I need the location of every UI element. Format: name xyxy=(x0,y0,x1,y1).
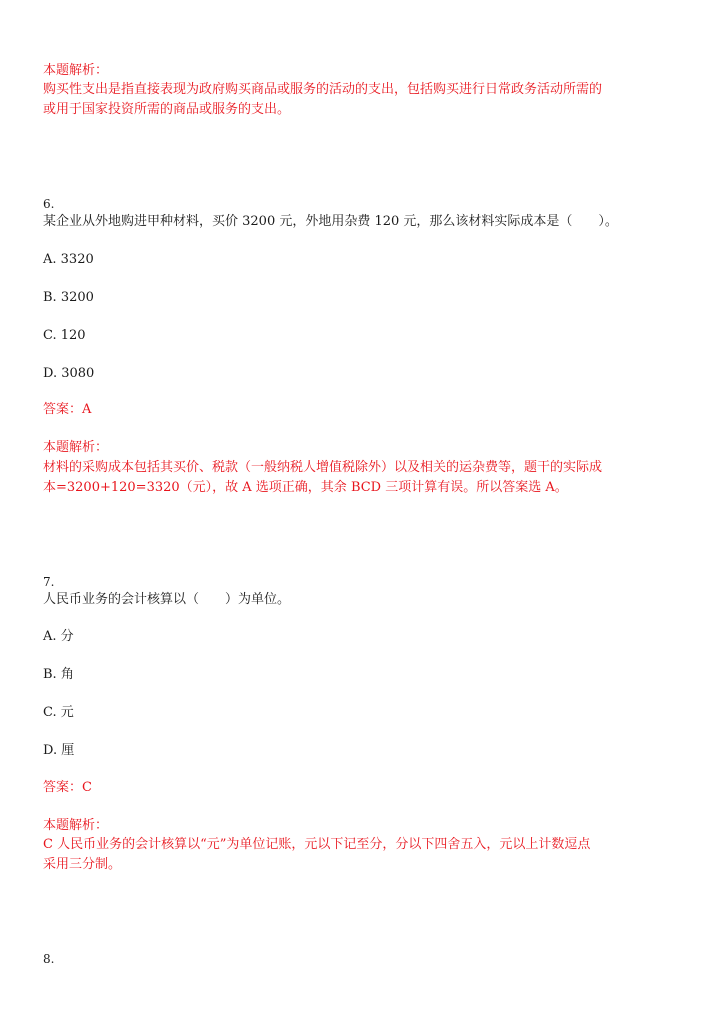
q7-analysis-line-2: 采用三分制。 xyxy=(43,857,122,872)
q6-option-c: C. 120 xyxy=(43,328,86,343)
q6-option-d: D. 3080 xyxy=(43,366,95,381)
q7-question: 人民币业务的会计核算以（ ）为单位。 xyxy=(43,592,291,607)
q6-analysis-line-1: 材料的采购成本包括其买价、税款（一般纳税人增值税除外）以及相关的运杂费等，题干的实际成 xyxy=(43,460,603,475)
q7-answer: 答案：C xyxy=(43,780,92,795)
q6-option-a: A. 3320 xyxy=(43,252,94,267)
q8-number: 8. xyxy=(43,952,55,966)
q6-question: 某企业从外地购进甲种材料，买价 3200 元，外地用杂费 120 元，那么该材料实际成本是（ ）。 xyxy=(43,214,618,229)
q7-option-d: D. 厘 xyxy=(43,743,75,758)
q7-option-a: A. 分 xyxy=(43,629,74,644)
q5-analysis-heading: 本题解析： xyxy=(43,63,109,78)
q7-number: 7. xyxy=(43,575,55,589)
q5-analysis-line-1: 购买性支出是指直接表现为政府购买商品或服务的活动的支出，包括购买进行日常政务活动所需的 xyxy=(43,82,603,97)
q6-analysis-line-2: 本=3200+120=3320（元），故 A 选项正确，其余 BCD 三项计算有误。所以答案选 A。 xyxy=(43,480,568,495)
q6-answer: 答案：A xyxy=(43,402,92,417)
q7-option-b: B. 角 xyxy=(43,667,74,682)
q5-analysis-line-2: 或用于国家投资所需的商品或服务的支出。 xyxy=(43,102,291,117)
q7-analysis-heading: 本题解析： xyxy=(43,818,109,833)
q7-option-c: C. 元 xyxy=(43,705,74,720)
q6-option-b: B. 3200 xyxy=(43,290,94,305)
q7-analysis-line-1: C 人民币业务的会计核算以“元”为单位记账，元以下记至分，分以下四舍五入，元以上计数逗点 xyxy=(43,837,591,852)
q6-analysis-heading: 本题解析： xyxy=(43,440,109,455)
q6-number: 6. xyxy=(43,197,55,211)
